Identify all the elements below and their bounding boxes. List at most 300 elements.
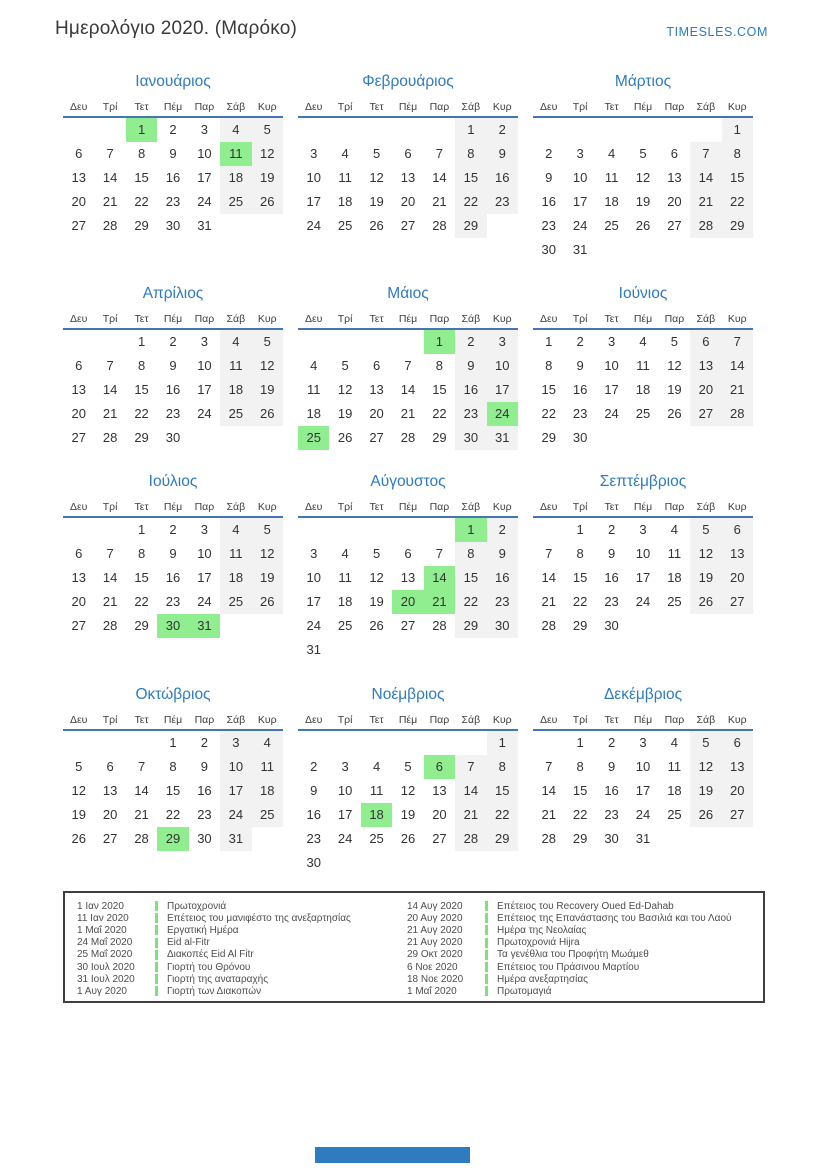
weekday-header: Πέμ: [633, 501, 653, 513]
empty-day-cell: [690, 827, 721, 851]
day-cell: 13: [722, 755, 753, 779]
day-cell: 8: [576, 546, 584, 561]
day-cell: 8: [137, 146, 146, 161]
month-calendar: [63, 72, 283, 284]
empty-day-cell: [361, 638, 392, 662]
weekday-header: Σάβ: [226, 313, 246, 325]
legend-column: [77, 900, 407, 1001]
day-cell: 18: [604, 194, 619, 209]
weekday-header: Παρ: [429, 101, 450, 113]
day-cell: 8: [722, 142, 753, 166]
day-cell: 4: [341, 146, 349, 161]
month-calendar: [298, 72, 518, 284]
day-cell: 24: [635, 807, 651, 822]
weekday-header: Πέμ: [163, 101, 183, 113]
day-cell: 10: [635, 546, 651, 561]
month-days: [298, 518, 518, 662]
day-cell: 28: [432, 618, 447, 633]
month-title: Σεπτέμβριος: [599, 473, 687, 490]
day-cell: 12: [252, 142, 283, 166]
day-cell: 15: [572, 783, 588, 798]
day-cell: 15: [134, 170, 149, 185]
day-cell: 6: [404, 146, 412, 161]
empty-day-cell: [690, 614, 721, 638]
day-cell: 6: [372, 358, 381, 373]
weekday-header: Τετ: [369, 101, 384, 113]
weekday-header: Παρ: [194, 101, 215, 113]
day-cell: 19: [252, 566, 283, 590]
day-cell: 23: [165, 406, 181, 421]
empty-day-cell: [94, 330, 125, 354]
month-title: Φεβρουάριος: [362, 73, 454, 90]
day-cell: 8: [545, 358, 553, 373]
day-cell: 19: [667, 382, 682, 397]
day-cell: 15: [455, 166, 486, 190]
holiday-day-cell: 29: [157, 827, 188, 851]
day-cell: 10: [487, 354, 518, 378]
month-days: [533, 330, 753, 450]
legend-entry: [407, 961, 763, 973]
day-cell: 17: [635, 783, 651, 798]
day-cell: 22: [722, 190, 753, 214]
day-cell: 13: [432, 783, 447, 798]
day-cell: 5: [252, 330, 283, 354]
day-cell: 24: [635, 594, 651, 609]
weekday-header: Πέμ: [633, 101, 653, 113]
month-days: [63, 518, 283, 638]
day-cell: 28: [541, 618, 556, 633]
legend-holiday-name: Πρωτοχρονιά: [167, 900, 227, 912]
day-cell: 18: [220, 166, 251, 190]
weekday-header: Τετ: [134, 101, 149, 113]
legend-marker: [485, 974, 488, 984]
day-cell: 19: [635, 194, 651, 209]
legend-date: 29 Οκτ 2020: [407, 949, 463, 961]
weekday-header: Παρ: [194, 714, 215, 726]
weekday-header-row: [533, 500, 753, 518]
day-cell: 29: [134, 218, 149, 233]
month-calendar: [63, 472, 283, 685]
weekday-header: Δευ: [539, 501, 558, 513]
empty-day-cell: [487, 638, 518, 662]
weekday-header-row: [63, 500, 283, 518]
weekday-header: Σάβ: [696, 714, 716, 726]
day-cell: 17: [220, 779, 251, 803]
day-cell: 4: [639, 334, 647, 349]
weekday-header-row: [533, 100, 753, 118]
day-cell: 23: [604, 807, 619, 822]
day-cell: 27: [400, 618, 416, 633]
day-cell: 15: [487, 779, 518, 803]
month-calendar: [63, 685, 283, 875]
legend-date: 1 Αυγ 2020: [77, 985, 127, 997]
day-cell: 5: [341, 358, 349, 373]
month-calendar: [298, 472, 518, 685]
day-cell: 7: [106, 546, 114, 561]
day-cell: 24: [604, 406, 619, 421]
day-cell: 12: [252, 354, 283, 378]
day-cell: 22: [432, 406, 447, 421]
empty-day-cell: [329, 118, 360, 142]
day-cell: 25: [369, 831, 384, 846]
day-cell: 8: [137, 546, 146, 561]
day-cell: 3: [607, 334, 616, 349]
day-cell: 21: [102, 594, 118, 609]
weekday-header: Τετ: [369, 313, 384, 325]
day-cell: 9: [545, 170, 553, 185]
day-cell: 15: [455, 566, 486, 590]
day-cell: 15: [572, 570, 588, 585]
legend-entry: [407, 985, 763, 997]
day-cell: 17: [306, 194, 321, 209]
legend-marker: [155, 938, 158, 948]
day-cell: 25: [667, 594, 682, 609]
day-cell: 18: [667, 570, 682, 585]
day-cell: 29: [455, 614, 486, 638]
empty-day-cell: [94, 518, 125, 542]
empty-day-cell: [220, 426, 251, 450]
weekday-header: Τρί: [337, 313, 353, 325]
day-cell: 13: [722, 542, 753, 566]
day-cell: 22: [487, 803, 518, 827]
legend-holiday-name: Eid al-Fitr: [167, 937, 210, 949]
month-days: [298, 330, 518, 450]
day-cell: 25: [635, 406, 651, 421]
day-cell: 2: [607, 522, 616, 537]
day-cell: 9: [169, 546, 177, 561]
day-cell: 21: [102, 406, 118, 421]
empty-day-cell: [252, 426, 283, 450]
day-cell: 26: [71, 831, 86, 846]
day-cell: 12: [690, 755, 721, 779]
empty-day-cell: [329, 851, 360, 875]
day-cell: 19: [369, 594, 384, 609]
weekday-header: Δευ: [539, 101, 558, 113]
weekday-header: Παρ: [664, 714, 685, 726]
day-cell: 22: [134, 194, 149, 209]
day-cell: 31: [487, 426, 518, 450]
day-cell: 11: [220, 542, 251, 566]
day-cell: 19: [690, 566, 721, 590]
day-cell: 26: [252, 590, 283, 614]
legend-holiday-name: Επέτειος της Επανάστασης του Βασιλιά και του Λαού: [497, 912, 732, 924]
day-cell: 17: [197, 570, 212, 585]
legend-date: 20 Αυγ 2020: [407, 912, 463, 924]
day-cell: 28: [455, 827, 486, 851]
legend-date: 11 Ιαν 2020: [77, 912, 129, 924]
day-cell: 17: [487, 378, 518, 402]
day-cell: 29: [722, 214, 753, 238]
day-cell: 26: [252, 190, 283, 214]
month-days: [63, 330, 283, 450]
legend-date: 30 Ιουλ 2020: [77, 961, 135, 973]
day-cell: 22: [572, 594, 588, 609]
day-cell: 29: [541, 430, 556, 445]
day-cell: 20: [71, 194, 86, 209]
day-cell: 27: [369, 430, 384, 445]
day-cell: 30: [197, 831, 212, 846]
day-cell: 12: [400, 783, 416, 798]
legend-marker: [155, 913, 158, 923]
weekday-header: Πέμ: [163, 501, 183, 513]
day-cell: 31: [220, 827, 251, 851]
legend-entry: [407, 924, 763, 936]
day-cell: 22: [541, 406, 556, 421]
weekday-header: Κυρ: [257, 714, 277, 726]
day-cell: 17: [604, 382, 619, 397]
empty-day-cell: [533, 118, 564, 142]
weekday-header: Δευ: [69, 313, 88, 325]
day-cell: 20: [102, 807, 118, 822]
empty-day-cell: [455, 731, 486, 755]
day-cell: 30: [306, 855, 321, 870]
empty-day-cell: [392, 638, 423, 662]
day-cell: 27: [102, 831, 118, 846]
legend-entry: [77, 924, 407, 936]
day-cell: 14: [541, 783, 556, 798]
month-calendar: [298, 685, 518, 875]
empty-day-cell: [220, 614, 251, 638]
weekday-header: Κυρ: [492, 313, 512, 325]
day-cell: 13: [400, 170, 416, 185]
day-cell: 30: [541, 242, 556, 257]
day-cell: 15: [722, 166, 753, 190]
weekday-header: Παρ: [664, 101, 685, 113]
day-cell: 10: [635, 759, 651, 774]
day-cell: 31: [635, 831, 651, 846]
day-cell: 14: [455, 779, 486, 803]
day-cell: 7: [545, 546, 553, 561]
empty-day-cell: [627, 614, 658, 638]
legend-date: 21 Αυγ 2020: [407, 924, 463, 936]
legend-holiday-name: Επέτειος του Recovery Oued Ed-Dahab: [497, 900, 674, 912]
empty-day-cell: [424, 731, 455, 755]
day-cell: 31: [572, 242, 588, 257]
day-cell: 16: [541, 194, 556, 209]
day-cell: 2: [576, 334, 584, 349]
empty-day-cell: [659, 827, 690, 851]
weekday-header: Σάβ: [696, 101, 716, 113]
weekday-header: Δευ: [69, 714, 88, 726]
month-days: [298, 731, 518, 875]
day-cell: 27: [71, 618, 86, 633]
day-cell: 13: [71, 170, 86, 185]
holiday-day-cell: 21: [424, 590, 455, 614]
empty-day-cell: [329, 731, 360, 755]
weekday-header-row: [63, 713, 283, 731]
day-cell: 23: [165, 594, 181, 609]
month-title: Δεκέμβριος: [603, 686, 683, 703]
day-cell: 8: [137, 358, 146, 373]
day-cell: 7: [455, 755, 486, 779]
weekday-header: Παρ: [664, 313, 685, 325]
day-cell: 20: [369, 406, 384, 421]
weekday-header: Κυρ: [727, 313, 747, 325]
weekday-header: Τετ: [369, 501, 384, 513]
month-title: Νοέμβριος: [371, 686, 445, 703]
weekday-header: Κυρ: [257, 313, 277, 325]
day-cell: 5: [670, 334, 679, 349]
day-cell: 9: [487, 142, 518, 166]
day-cell: 31: [306, 642, 321, 657]
legend-marker: [485, 913, 488, 923]
weekday-header: Δευ: [539, 313, 558, 325]
weekday-header: Πέμ: [398, 714, 418, 726]
empty-day-cell: [659, 614, 690, 638]
weekday-header: Κυρ: [727, 101, 747, 113]
day-cell: 2: [169, 122, 177, 137]
day-cell: 21: [690, 190, 721, 214]
holiday-day-cell: 20: [392, 590, 423, 614]
weekday-header: Σάβ: [461, 313, 481, 325]
month-title: Ιούνιος: [618, 285, 668, 302]
legend-date: 1 Ιαν 2020: [77, 900, 124, 912]
site-link[interactable]: TIMESLES.COM: [666, 25, 768, 39]
day-cell: 6: [690, 330, 721, 354]
day-cell: 28: [690, 214, 721, 238]
day-cell: 29: [432, 430, 447, 445]
legend-marker: [155, 950, 158, 960]
weekday-header: Δευ: [304, 501, 323, 513]
day-cell: 15: [541, 382, 556, 397]
day-cell: 4: [220, 330, 251, 354]
legend-entry: [407, 949, 763, 961]
day-cell: 2: [169, 522, 177, 537]
legend-entry: [77, 912, 407, 924]
day-cell: 29: [134, 618, 149, 633]
day-cell: 10: [337, 783, 353, 798]
weekday-header: Τρί: [102, 501, 118, 513]
day-cell: 14: [102, 170, 118, 185]
day-cell: 11: [667, 759, 682, 774]
day-cell: 15: [165, 783, 181, 798]
day-cell: 8: [169, 759, 177, 774]
day-cell: 7: [106, 146, 114, 161]
day-cell: 9: [200, 759, 209, 774]
day-cell: 30: [604, 618, 619, 633]
day-cell: 5: [639, 146, 647, 161]
day-cell: 3: [576, 146, 584, 161]
holiday-day-cell: 1: [126, 118, 157, 142]
weekday-header: Τετ: [604, 101, 619, 113]
day-cell: 27: [71, 430, 86, 445]
day-cell: 3: [310, 546, 318, 561]
weekday-header: Πέμ: [163, 313, 183, 325]
legend-entry: [77, 937, 407, 949]
empty-day-cell: [659, 118, 690, 142]
day-cell: 15: [432, 382, 447, 397]
day-cell: 14: [690, 166, 721, 190]
weekday-header: Κυρ: [257, 501, 277, 513]
month-days: [533, 731, 753, 851]
day-cell: 7: [690, 142, 721, 166]
day-cell: 20: [722, 566, 753, 590]
holiday-day-cell: 25: [298, 426, 329, 450]
day-cell: 31: [197, 218, 212, 233]
day-cell: 11: [667, 546, 682, 561]
empty-day-cell: [94, 731, 125, 755]
empty-day-cell: [126, 731, 157, 755]
day-cell: 29: [487, 827, 518, 851]
weekday-header: Τρί: [102, 313, 118, 325]
day-cell: 8: [576, 759, 584, 774]
day-cell: 21: [102, 194, 118, 209]
day-cell: 14: [102, 570, 118, 585]
day-cell: 25: [667, 807, 682, 822]
day-cell: 11: [338, 170, 352, 185]
empty-day-cell: [596, 426, 627, 450]
empty-day-cell: [627, 118, 658, 142]
day-cell: 23: [487, 190, 518, 214]
day-cell: 8: [435, 358, 444, 373]
month-title: Μάρτιος: [614, 73, 672, 90]
day-cell: 24: [306, 218, 321, 233]
day-cell: 6: [106, 759, 114, 774]
empty-day-cell: [189, 426, 220, 450]
day-cell: 26: [369, 218, 384, 233]
day-cell: 6: [75, 546, 83, 561]
month-calendar: [533, 284, 753, 472]
day-cell: 30: [604, 831, 619, 846]
day-cell: 4: [310, 358, 318, 373]
day-cell: 2: [545, 146, 553, 161]
day-cell: 25: [604, 218, 619, 233]
day-cell: 28: [400, 430, 416, 445]
weekday-header: Σάβ: [226, 714, 246, 726]
empty-day-cell: [392, 851, 423, 875]
day-cell: 20: [400, 194, 416, 209]
month-days: [533, 518, 753, 638]
month-calendar: [298, 284, 518, 472]
holiday-day-cell: 1: [455, 518, 486, 542]
empty-day-cell: [690, 238, 721, 262]
holiday-day-cell: 30: [157, 614, 188, 638]
legend-date: 6 Νοε 2020: [407, 961, 458, 973]
day-cell: 17: [197, 170, 212, 185]
month-calendar: [533, 685, 753, 875]
day-cell: 7: [722, 330, 753, 354]
day-cell: 19: [369, 194, 384, 209]
day-cell: 28: [541, 831, 556, 846]
weekday-header: Τρί: [572, 714, 588, 726]
holiday-day-cell: 18: [361, 803, 392, 827]
day-cell: 28: [102, 430, 118, 445]
day-cell: 10: [197, 146, 212, 161]
day-cell: 17: [306, 594, 321, 609]
day-cell: 27: [667, 218, 682, 233]
day-cell: 2: [487, 518, 518, 542]
day-cell: 1: [722, 118, 753, 142]
day-cell: 7: [435, 546, 444, 561]
day-cell: 3: [200, 122, 209, 137]
day-cell: 30: [455, 426, 486, 450]
day-cell: 8: [487, 755, 518, 779]
legend-holiday-name: Επέτειος του Πράσινου Μαρτίου: [497, 961, 640, 973]
weekday-header: Πέμ: [163, 714, 183, 726]
month-title: Ιούλιος: [148, 473, 198, 490]
day-cell: 22: [134, 594, 149, 609]
empty-day-cell: [361, 731, 392, 755]
day-cell: 7: [404, 358, 412, 373]
empty-day-cell: [424, 851, 455, 875]
legend-column: [407, 900, 763, 1001]
legend-holiday-name: Ημέρα της Νεολαίας: [497, 924, 587, 936]
empty-day-cell: [690, 426, 721, 450]
month-days: [63, 118, 283, 238]
day-cell: 28: [432, 218, 447, 233]
empty-day-cell: [63, 118, 94, 142]
empty-day-cell: [627, 426, 658, 450]
